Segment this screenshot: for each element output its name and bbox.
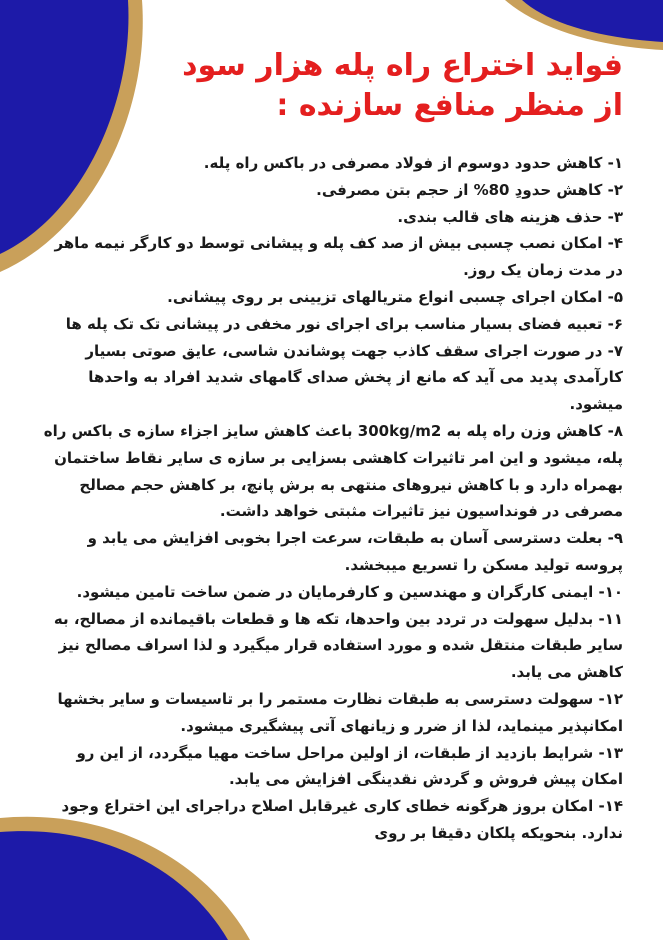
title-line-1: فواید اختراع راه پله هزار سود <box>182 48 623 83</box>
list-item: ۳- حذف هزینه های قالب بندی. <box>397 207 623 226</box>
list-item: ۶- تعبیه فضای بسیار مناسب برای اجرای نور مخفی در پیشانی تک تک پله ها <box>65 314 623 333</box>
benefits-list <box>38 150 623 847</box>
list-item: ۲- کاهش حدودِ 80% از حجم بتن مصرفی. <box>316 180 623 199</box>
list-item: ۱۱- بدلیل سهولت در تردد بین واحدها، تکه ها و قطعات باقیمانده از مصالح، به سایر طبقات منتقل شده و مورد استفاده قرار میگیرد و لذا اسراف مصالح نیز کاهش می یابد. <box>53 609 623 682</box>
list-item: ۷- در صورت اجرای سقف کاذب جهت پوشاندن شاسی، عایق صوتی بسیار کارآمدی پدید می آید که مانع از پخش صدای گامهای شدید افراد به واحدها میشود. <box>85 341 623 414</box>
list-item: ۱۳- شرایط بازدید از طبقات، از اولین مراحل ساخت مهیا میگردد، از این رو امکان پیش فروش و گردش نقدینگی افزایش می یابد. <box>76 743 623 789</box>
page-title <box>63 46 623 126</box>
list-item: ۱۲- سهولت دسترسی به طبقات نظارت مستمر را بر تاسیسات و سایر بخشها امکانپذیر مینماید، لذا از ضرر و زیانهای آتی پیشگیری میشود. <box>57 689 623 735</box>
list-item: ۱۰- ایمنی کارگران و مهندسین و کارفرمایان در ضمن ساخت تامین میشود. <box>76 582 623 601</box>
list-item: ۸- کاهش وزن راه پله به 300kg/m2 باعث کاهش سایز اجزاء سازه ی باکس راه پله، میشود و این امر تاثیرات کاهشی بسزایی بر سازه ی سایر نقاط ساختمان بهمراه دارد و با کاهش نیروهای منتهی به برش پانچ، بر کاهش حجم مصالح مصرفی در فونداسیون نیز تاثیرات مثبتی خواهد داشت. <box>43 421 623 521</box>
list-item: ۹- بعلت دسترسی آسان به طبقات، سرعت اجرا بخوبی افزایش می یابد و پروسه تولید مسکن را تسریع میبخشد. <box>87 529 623 574</box>
list-item: ۴- امکان نصب چسبی بیش از صد کف پله و پیشانی توسط دو کارگر نیمه ماهر در مدت زمان یک روز. <box>54 234 623 280</box>
list-item: ۱- کاهش حدود دوسوم از فولاد مصرفی در باکس راه پله. <box>203 154 623 172</box>
title-line-2: از منظر منافع سازنده : <box>276 88 623 123</box>
list-item: ۵- امکان اجرای چسبی انواع متریالهای تزیینی بر روی پیشانی. <box>167 287 623 306</box>
list-item: ۱۴- امکان بروز هرگونه خطای کاری غیرقابل اصلاح دراجرای این اختراع وجود ندارد. بنحویکه پلکان دقیقا بر روی <box>61 797 623 842</box>
